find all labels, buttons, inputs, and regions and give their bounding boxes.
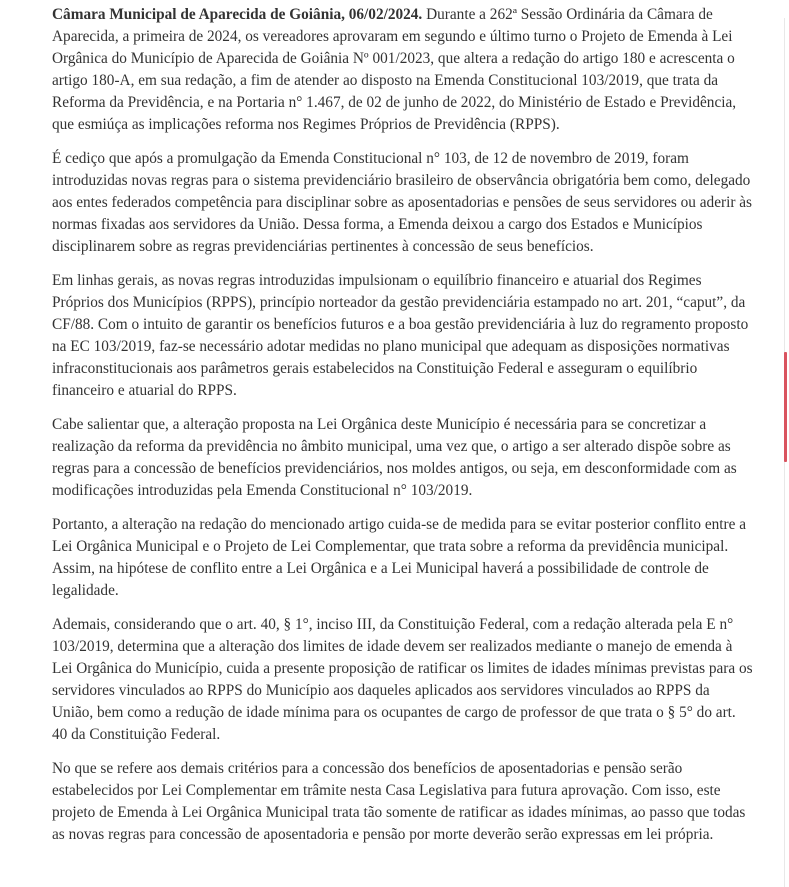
body-paragraph: Portanto, a alteração na redação do mencionado artigo cuida-se de medida para se evitar posterior conflito entre a Lei Orgânica Municipal e o Projeto de Lei Complementar, que trata sobre a reforma da previdência municipal. Assim, na hipótese de conflito entre a Lei Orgânica e a Lei Municipal haverá a possibilidade de controle de legalidade. — [52, 516, 746, 599]
body-paragraph: Ademais, considerando que o art. 40, § 1°, inciso III, da Constituição Federal, com a redação alterada pela E n° 103/2019, determina que a alteração dos limites de idade devem ser realizados mediante o manejo de emenda à Lei Orgânica do Município, cuida a presente proposição de ratificar os limites de idades mínimas previstas para os servidores vinculados ao RPPS do Município aos daqueles aplicados aos servidores vinculados ao RPPS da União, bem como a redução de idade mínima para os ocupantes de cargo de professor de que trata o § 5° do art. 40 da Constituição Federal. — [52, 616, 753, 743]
body-paragraph: É cediço que após a promulgação da Emenda Constitucional n° 103, de 12 de novembro de 2019, foram introduzidas novas regras para o sistema previdenciário brasileiro de observância obrigatória bem como, delegado aos entes federados competência para disciplinar sobre as aposentadorias e pensões de seus servidores ou aderir às normas fixadas aos servidores da União. Dessa forma, a Emenda deixou a cargo dos Estados e Municípios disciplinarem sobre as regras previdenciárias pertinentes à concessão de seus benefícios. — [52, 150, 752, 255]
body-paragraph: Em linhas gerais, as novas regras introduzidas impulsionam o equilíbrio financeiro e atuarial dos Regimes Próprios dos Municípios (RPPS), princípio norteador da gestão previdenciária estampado no art. 201, “caput”, da CF/88. Com o intuito de garantir os benefícios futuros e a boa gestão previdenciária à luz do regramento proposto na EC 103/2019, faz-se necessário adotar medidas no plano municipal que adequam as disposições normativas infraconstitucionais aos parâmetros gerais estabelecidos na Constituição Federal e asseguram o equilíbrio financeiro e atuarial do RPPS. — [52, 272, 749, 399]
lead-text: Durante a 262ª Sessão Ordinária da Câmara de Aparecida, a primeira de 2024, os vereadores aprovaram em segundo e último turno o Projeto de Emenda à Lei Orgânica do Município de Aparecida de Goiânia Nº 001/2023, que altera a redação do artigo 180 e acrescenta o artigo 180-A, em sua redação, a fim de atender ao disposto na Emenda Constitucional 103/2019, que trata da Reforma da Previdência, e na Portaria n° 1.467, de 02 de junho de 2022, do Ministério de Estado e Previdência, que esmiúça as implicações reforma nos Regimes Próprios de Previdência (RPPS). — [52, 6, 737, 133]
sidebar-accent-bar[interactable] — [784, 352, 787, 462]
lead-paragraph — [52, 4, 754, 136]
body-paragraph: Cabe salientar que, a alteração proposta na Lei Orgânica deste Município é necessária para se concretizar a realização da reforma da previdência no âmbito municipal, uma vez que, o artigo a ser alterado dispõe sobre as regras para a concessão de benefícios previdenciários, nos moldes antigos, ou seja, em desconformidade com as modificações introduzidas pela Emenda Constitucional n° 103/2019. — [52, 416, 737, 499]
body-paragraph: No que se refere aos demais critérios para a concessão dos benefícios de aposentadorias e pensão serão estabelecidos por Lei Complementar em trâmite nesta Casa Legislativa para futura aprovação. Com isso, este projeto de Emenda à Lei Orgânica Municipal trata tão somente de ratificar as idades mínimas, ao passo que todas as novas regras para concessão de aposentadoria e pensão por morte deverão serão expressas em lei própria. — [52, 760, 746, 843]
article-body — [52, 4, 754, 858]
lead-dateline: Câmara Municipal de Aparecida de Goiânia, 06/02/2024. — [52, 6, 423, 23]
